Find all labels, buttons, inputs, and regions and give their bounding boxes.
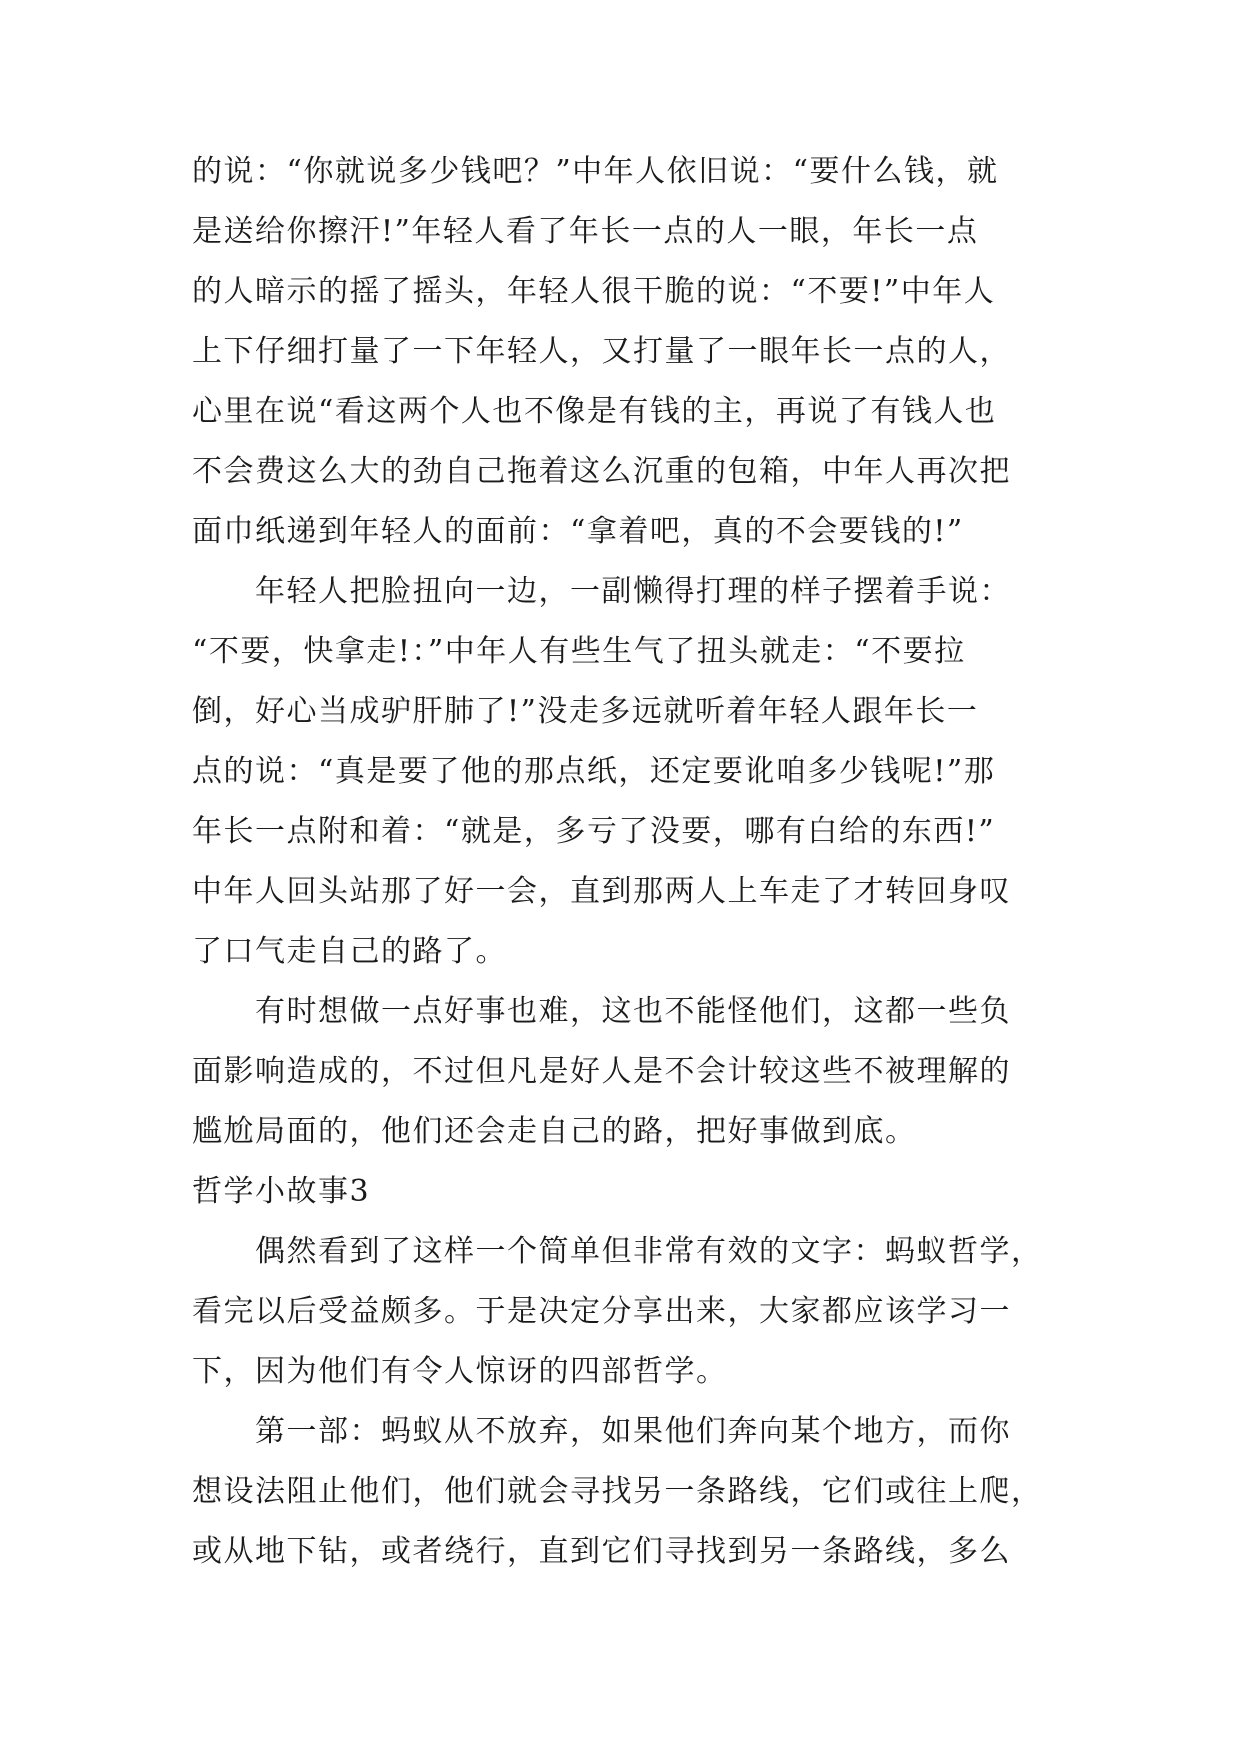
text-line: 想设法阻止他们，他们就会寻找另一条路线，它们或往上爬，	[192, 1474, 1043, 1509]
paragraph-first-line: 年轻人把脸扭向一边，一副懒得打理的样子摆着手说：	[255, 574, 1011, 609]
text-line: 不会费这么大的劲自己拖着这么沉重的包箱，中年人再次把	[192, 454, 1011, 489]
text-line: 了口气走自己的路了。	[192, 934, 507, 969]
text-line: 面影响造成的，不过但凡是好人是不会计较这些不被理解的	[192, 1054, 1011, 1089]
text-line: 面巾纸递到年轻人的面前：“拿着吧，真的不会要钱的!”	[192, 514, 964, 549]
text-line: 下，因为他们有令人惊讶的四部哲学。	[192, 1354, 728, 1389]
paragraph-first-line: 第一部：蚂蚁从不放弃，如果他们奔向某个地方，而你	[255, 1414, 1011, 1449]
text-line: 倒，好心当成驴肝肺了!”没走多远就听着年轻人跟年长一	[192, 694, 979, 729]
text-line: 心里在说“看这两个人也不像是有钱的主，再说了有钱人也	[192, 394, 997, 429]
paragraph-first-line: 偶然看到了这样一个简单但非常有效的文字：蚂蚁哲学，	[255, 1234, 1043, 1269]
text-line: 年长一点附和着：“就是，多亏了没要，哪有白给的东西!”	[192, 814, 996, 849]
text-line: “不要，快拿走!：”中年人有些生气了扭头就走：“不要拉	[192, 634, 966, 669]
text-line: 中年人回头站那了好一会，直到那两人上车走了才转回身叹	[192, 874, 1011, 909]
text-line: 尴尬局面的，他们还会走自己的路，把好事做到底。	[192, 1114, 917, 1149]
text-line: 点的说：“真是要了他的那点纸，还定要讹咱多少钱呢!”那	[192, 754, 996, 789]
text-line: 的人暗示的摇了摇头，年轻人很干脆的说：“不要!”中年人	[192, 274, 996, 309]
paragraph-first-line: 有时想做一点好事也难，这也不能怪他们，这都一些负	[255, 994, 1011, 1029]
section-heading: 哲学小故事3	[192, 1174, 371, 1209]
text-line: 或从地下钻，或者绕行，直到它们寻找到另一条路线，多么	[192, 1534, 1011, 1569]
text-line: 是送给你擦汗!”年轻人看了年长一点的人一眼，年长一点	[192, 214, 979, 249]
text-line: 看完以后受益颇多。于是决定分享出来，大家都应该学习一	[192, 1294, 1011, 1329]
text-line: 的说：“你就说多少钱吧？”中年人依旧说：“要什么钱，就	[192, 154, 999, 189]
text-line: 上下仔细打量了一下年轻人，又打量了一眼年长一点的人，	[192, 334, 1011, 369]
